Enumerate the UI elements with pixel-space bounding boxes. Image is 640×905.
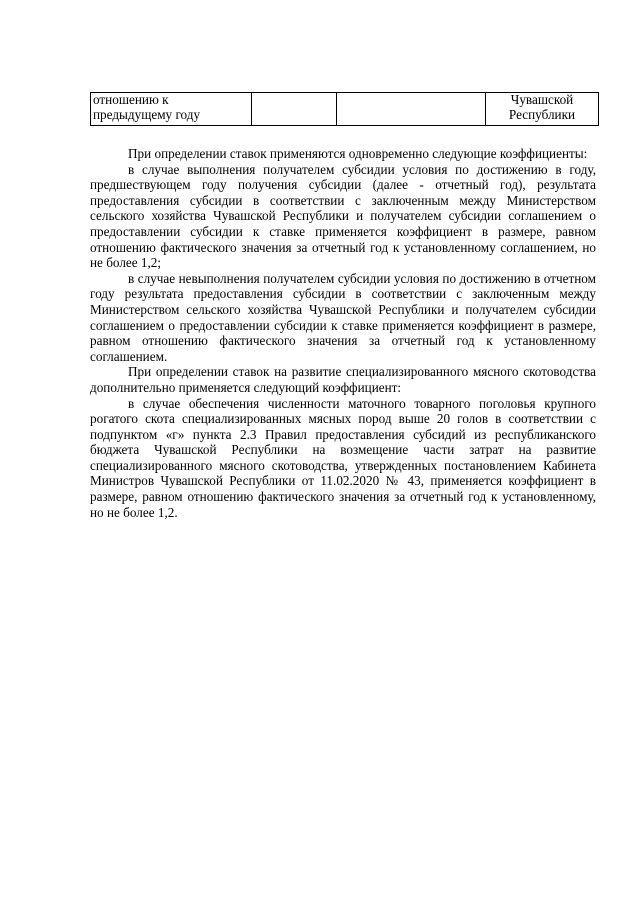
paragraph-fulfilment-case: в случае выполнения получателем субсидии условия по достижению в году, предшествующем году получения субсидии (далее - отчетный год), результата предоставления субсидии в соответствии с заключенным между Министерством сельского хозяйства Чувашской Республики и получателем субсидии соглашением о предоставлении субсидии к ставке применяется коэффициент в размере, равном отношению фактического значения за отчетный год к установленному соглашением, но не более 1,2; bbox=[90, 161, 596, 271]
body-text bbox=[90, 146, 596, 520]
cell-text-line: предыдущему году bbox=[93, 106, 201, 122]
paragraph-coefficients-intro: При определении ставок применяются одновременно следующие коэффициенты: bbox=[128, 146, 588, 161]
table-cell-empty bbox=[252, 93, 337, 126]
table-cell-empty bbox=[337, 93, 486, 126]
table-fragment bbox=[90, 92, 599, 126]
table-row bbox=[91, 93, 599, 126]
document-page bbox=[90, 92, 596, 520]
table-cell-indicator bbox=[91, 93, 252, 126]
paragraph-meat-cattle-intro: При определении ставок на развитие специализированного мясного скотоводства дополнительно применяется следующий коэффициент: bbox=[90, 364, 596, 395]
table-cell-region bbox=[486, 93, 599, 126]
paragraph-non-fulfilment-case: в случае невыполнения получателем субсидии условия по достижению в отчетном году результата предоставления субсидии в соответствии с заключенным между Министерством сельского хозяйства Чувашской Республики и получателем субсидии соглашением о предоставлении субсидии к ставке применяется коэффициент в размере, равном отношению фактического значения за отчетный год к установленному соглашением. bbox=[90, 270, 596, 364]
cell-text-line: Республики bbox=[508, 106, 576, 122]
cell-text-line: отношению к bbox=[93, 92, 169, 107]
cell-text-line: Чувашской bbox=[510, 92, 574, 107]
paragraph-herd-size-case: в случае обеспечения численности маточного товарного поголовья крупного рогатого скота специализированных мясных пород выше 20 голов в соответствии с подпунктом «г» пункта 2.3 Правил предоставления субсидий из республиканского бюджета Чувашской Республики на возмещение части затрат на развитие специализированного мясного скотоводства, утвержденных постановлением Кабинета Министров Чувашской Республики от 11.02.2020 № 43, применяется коэффициент в размере, равном отношению фактического значения за отчетный год к установленному, но не более 1,2. bbox=[90, 395, 596, 520]
